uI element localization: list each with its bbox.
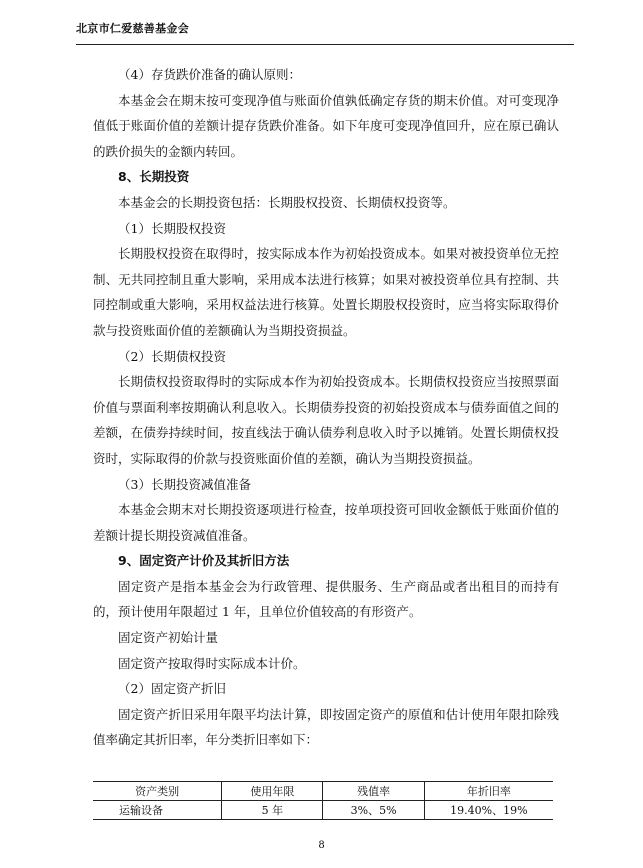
table-cell: 5 年: [222, 801, 323, 820]
table-header-cell: 资产类别: [93, 782, 222, 801]
section-heading: 9、固定资产计价及其折旧方法: [118, 553, 290, 569]
table-header-cell: 残值率: [323, 782, 424, 801]
section-heading: 8、长期投资: [118, 169, 190, 185]
table-cell: 19.40%、19%: [424, 801, 553, 820]
subsection-label: 固定资产按取得时实际成本计价。: [118, 655, 306, 671]
subsection-label: （2）固定资产折旧: [118, 681, 226, 697]
paragraph: 本基金会期末对长期投资逐项进行检查，按单项投资可回收金额低于账面价值的差额计提长期投资减值准备。: [93, 502, 559, 543]
paragraph: 长期债权投资取得时的实际成本作为初始投资成本。长期债权投资应当按照票面价值与票面利率按期确认利息收入。长期债券投资的初始投资成本与债券面值之间的差额，在债券持续时间，按直线法于确认债券利息收入时予以摊销。处置长期债权投资时，实际取得的价款与投资账面价值的差额，确认为当期投资损益。: [93, 374, 559, 466]
table-row: [93, 801, 553, 820]
subsection-label: 固定资产初始计量: [118, 630, 219, 646]
subsection-label: （3）长期投资减值准备: [118, 476, 251, 492]
document-header: 北京市仁爱慈善基金会: [76, 22, 189, 35]
paragraph: 固定资产折旧采用年限平均法计算，即按固定资产的原值和估计使用年限扣除残值率确定其折旧率，年分类折旧率如下：: [93, 706, 559, 748]
header-rule: [76, 44, 574, 45]
subsection-label: （4）存货跌价准备的确认原则：: [118, 67, 301, 82]
table-cell: 3%、5%: [323, 801, 424, 820]
paragraph: 固定资产是指本基金会为行政管理、提供服务、生产商品或者出租目的而持有的，预计使用年限超过 1 年，且单位价值较高的有形资产。: [93, 578, 559, 620]
subsection-label: （1）长期股权投资: [118, 220, 226, 236]
document-body: [93, 62, 559, 753]
paragraph: 本基金会在期末按可变现净值与账面价值孰低确定存货的期末价值。对可变现净值低于账面价值的差额计提存货跌价准备。如下年度可变现净值回升，应在原已确认的跌价损失的金额内转回。: [93, 92, 559, 159]
paragraph: 长期股权投资在取得时，按实际成本作为初始投资成本。如果对被投资单位无控制、无共同控制且重大影响，采用成本法进行核算；如果对被投资单位具有控制、共同控制或重大影响，采用权益法进行核算。处置长期股权投资时，应当将实际取得价款与投资账面价值的差额确认为当期投资损益。: [93, 246, 559, 338]
page-number: 8: [318, 840, 325, 851]
depreciation-table: [93, 781, 553, 820]
table-header-cell: 年折旧率: [424, 782, 553, 801]
table-cell: 运输设备: [93, 801, 222, 820]
subsection-label: （2）长期债权投资: [118, 348, 226, 364]
paragraph: 本基金会的长期投资包括：长期股权投资、长期债权投资等。: [118, 194, 456, 210]
table-header-cell: 使用年限: [222, 782, 323, 801]
